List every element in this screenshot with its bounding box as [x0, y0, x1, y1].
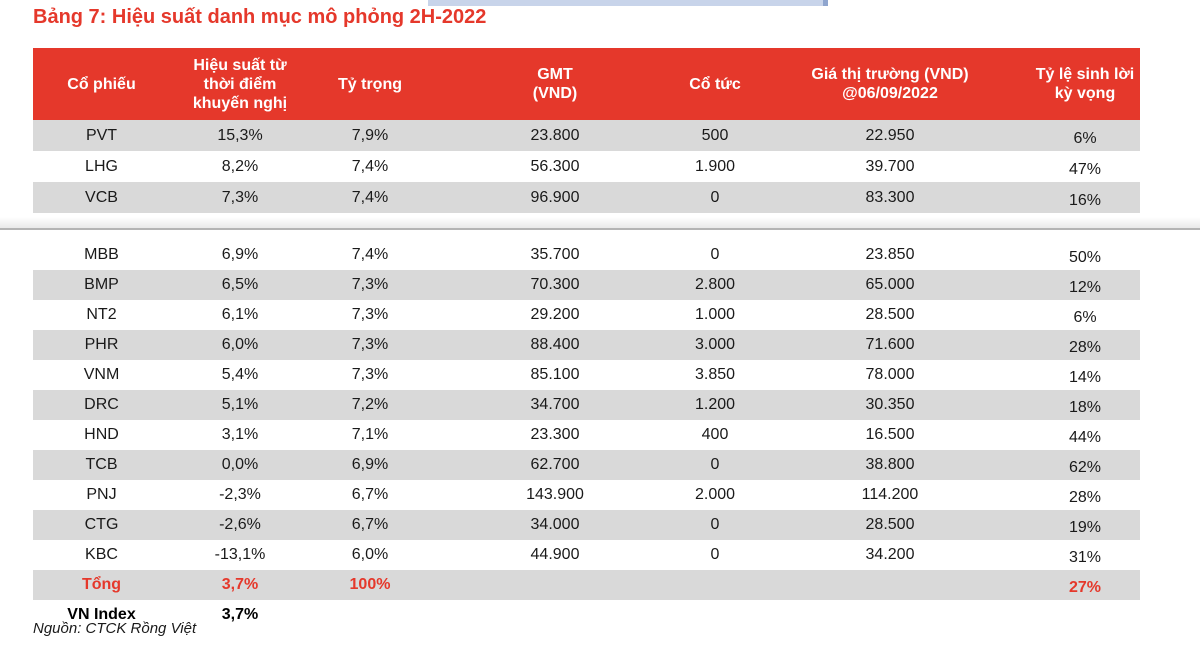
table-cell: 16.500	[865, 426, 915, 443]
table-cell: 29.200	[530, 306, 580, 323]
table-cell: 85.100	[530, 366, 580, 383]
table-row-kbc	[33, 540, 1140, 570]
table-row-tcb	[33, 450, 1140, 480]
table-cell: 100%	[349, 576, 391, 593]
table-cell: 19%	[1068, 519, 1102, 536]
table-row-bmp	[33, 270, 1140, 300]
table-cell: 3,7%	[221, 576, 259, 593]
table-cell: 47%	[1068, 161, 1102, 178]
table-cell: 15,3%	[217, 126, 263, 144]
top-blue-bar-end-cap	[823, 0, 828, 6]
table-cell: 1.000	[694, 306, 736, 323]
table-cell: 6,0%	[351, 546, 389, 563]
table-cell: 44%	[1068, 429, 1102, 446]
table-cell: VN Index	[67, 606, 136, 623]
table-cell	[680, 600, 750, 630]
table-cell	[1030, 600, 1140, 630]
table-cell: 0	[710, 516, 720, 533]
table-cell: 6,1%	[221, 306, 259, 323]
table-cell: CTG	[84, 516, 119, 533]
table-cell: 6,9%	[351, 456, 389, 473]
header-line: thời điểm	[203, 75, 277, 93]
table-cell	[750, 570, 1030, 600]
table-cell: PVT	[85, 126, 118, 144]
col-header-expected-return	[1030, 48, 1140, 120]
table-cell	[430, 570, 680, 600]
table-cell: -2,3%	[219, 486, 261, 503]
table-cell: 23.800	[530, 126, 580, 144]
table-cell: 0	[710, 246, 720, 263]
table-cell: 62%	[1068, 459, 1102, 476]
header-line: khuyến nghị	[192, 94, 288, 112]
table-row-vn-index	[33, 600, 1140, 630]
table-row-pvt	[33, 120, 1140, 151]
page-break-divider	[0, 217, 1200, 230]
table-cell: 2.800	[694, 276, 736, 293]
portfolio-table-part1	[33, 48, 1140, 213]
col-header-gmt-vnd	[430, 48, 680, 120]
table-cell: 0,0%	[221, 456, 259, 473]
table-cell: 1.200	[694, 396, 736, 413]
col-header-weight	[310, 48, 430, 120]
table-row-vnm	[33, 360, 1140, 390]
table-cell: 7,2%	[351, 396, 389, 413]
table-cell: 5,4%	[221, 366, 259, 383]
header-line: kỳ vọng	[1054, 85, 1116, 102]
table-cell: -2,6%	[219, 516, 261, 533]
col-header-market-price	[750, 48, 1030, 120]
table-cell: 7,3%	[351, 276, 389, 293]
table-cell: 1.900	[694, 157, 736, 175]
top-blue-bar	[428, 0, 828, 6]
header-line: Giá thị trường (VND)	[811, 66, 969, 83]
table-cell: 23.300	[530, 426, 580, 443]
table-cell: Tổng	[81, 576, 122, 593]
table-cell: 6%	[1073, 309, 1097, 326]
header-line: Tỷ trọng	[338, 75, 402, 93]
table-cell: KBC	[85, 546, 118, 563]
table-row-drc	[33, 390, 1140, 420]
table-cell: 62.700	[530, 456, 580, 473]
header-line: Cổ phiếu	[67, 75, 136, 93]
table-cell: 88.400	[530, 336, 580, 353]
table-cell: 22.950	[865, 126, 915, 144]
table-cell: 7,3%	[221, 188, 259, 206]
page-title: Bảng 7: Hiệu suất danh mục mô phỏng 2H-2022	[33, 6, 487, 28]
table-cell: TCB	[85, 456, 118, 473]
table-row-t-ng	[33, 570, 1140, 600]
table-cell: LHG	[85, 157, 118, 175]
table-cell: 6,7%	[351, 486, 389, 503]
table-cell: 2.000	[694, 486, 736, 503]
header-line: Cổ tức	[689, 75, 741, 93]
table-row-nt2	[33, 300, 1140, 330]
col-header-stock	[33, 48, 170, 120]
table-cell: 34.000	[530, 516, 580, 533]
table-cell: -13,1%	[214, 546, 266, 563]
table-cell: 38.800	[865, 456, 915, 473]
table-cell	[310, 600, 430, 630]
header-line: (VND)	[532, 85, 578, 102]
table-cell: HND	[84, 426, 119, 443]
table-cell: 18%	[1068, 399, 1102, 416]
table-cell: 7,3%	[351, 336, 389, 353]
header-line: GMT	[537, 66, 573, 83]
table-cell	[750, 600, 1030, 630]
table-cell: 44.900	[530, 546, 580, 563]
table-cell: 30.350	[865, 396, 915, 413]
table-cell: 71.600	[865, 336, 915, 353]
table-row-lhg	[33, 151, 1140, 182]
table-cell: 8,2%	[221, 157, 259, 175]
table-cell: 7,4%	[351, 157, 389, 175]
table-cell: 34.700	[530, 396, 580, 413]
table-cell: MBB	[84, 246, 119, 263]
table-row-mbb	[33, 240, 1140, 270]
table-cell: 500	[701, 126, 729, 144]
table-cell: BMP	[84, 276, 119, 293]
table-cell: 27%	[1068, 579, 1102, 596]
table-cell: 6,0%	[221, 336, 259, 353]
table-cell: 3.000	[694, 336, 736, 353]
table-cell: 0	[710, 188, 720, 206]
table-cell: 31%	[1068, 549, 1102, 566]
table-cell: 0	[710, 546, 720, 563]
table-row-hnd	[33, 420, 1140, 450]
table-cell: 7,3%	[351, 366, 389, 383]
table-cell: 3,7%	[221, 606, 259, 623]
table-cell: 6,5%	[221, 276, 259, 293]
table-row-vcb	[33, 182, 1140, 213]
table-cell: 0	[710, 456, 720, 473]
table-cell: 143.900	[526, 486, 584, 503]
table-cell: 6,7%	[351, 516, 389, 533]
table-cell: 6%	[1073, 130, 1097, 147]
header-line: @06/09/2022	[842, 85, 938, 102]
table-cell: 34.200	[865, 546, 915, 563]
table-cell: 28.500	[865, 306, 915, 323]
table-cell	[430, 600, 680, 630]
table-row-phr	[33, 330, 1140, 360]
table-cell: 23.850	[865, 246, 915, 263]
table-header-row	[33, 48, 1140, 120]
table-cell: NT2	[86, 306, 117, 323]
table-cell: DRC	[84, 396, 119, 413]
table-cell: 28%	[1068, 339, 1102, 356]
table-cell: 114.200	[861, 486, 919, 503]
header-line: Hiệu suất từ	[193, 56, 287, 74]
portfolio-table-part2	[33, 240, 1140, 630]
table-cell: 28%	[1068, 489, 1102, 506]
table-cell: PNJ	[86, 486, 117, 503]
header-line: Tỷ lệ sinh lời	[1035, 66, 1135, 83]
col-header-performance-since-recommendation	[170, 48, 310, 120]
table-cell	[680, 570, 750, 600]
table-cell: 3.850	[694, 366, 736, 383]
source-note: Nguồn: CTCK Rồng Việt	[33, 620, 197, 637]
table-cell: 7,3%	[351, 306, 389, 323]
table-cell: 5,1%	[221, 396, 259, 413]
table-cell: 56.300	[530, 157, 580, 175]
table-row-ctg	[33, 510, 1140, 540]
table-cell: 6,9%	[221, 246, 259, 263]
table-cell: VCB	[85, 188, 118, 206]
table-cell: 83.300	[865, 188, 915, 206]
table-cell: 16%	[1068, 192, 1102, 209]
table-cell: 7,4%	[351, 246, 389, 263]
table-cell: PHR	[84, 336, 119, 353]
table-cell: 12%	[1068, 279, 1102, 296]
table-cell: 7,1%	[351, 426, 389, 443]
table-cell: 7,4%	[351, 188, 389, 206]
table-cell: 78.000	[865, 366, 915, 383]
table-cell: 70.300	[530, 276, 580, 293]
table-cell: 96.900	[530, 188, 580, 206]
table-cell: 3,1%	[221, 426, 259, 443]
table-cell: 65.000	[865, 276, 915, 293]
table-cell: VNM	[83, 366, 120, 383]
table-row-pnj	[33, 480, 1140, 510]
col-header-dividend	[680, 48, 750, 120]
table-cell: 50%	[1068, 249, 1102, 266]
table-cell: 400	[701, 426, 729, 443]
table-cell: 7,9%	[351, 126, 389, 144]
table-cell: 35.700	[530, 246, 580, 263]
table-cell: 39.700	[865, 157, 915, 175]
table-cell: 14%	[1068, 369, 1102, 386]
table-cell: 28.500	[865, 516, 915, 533]
